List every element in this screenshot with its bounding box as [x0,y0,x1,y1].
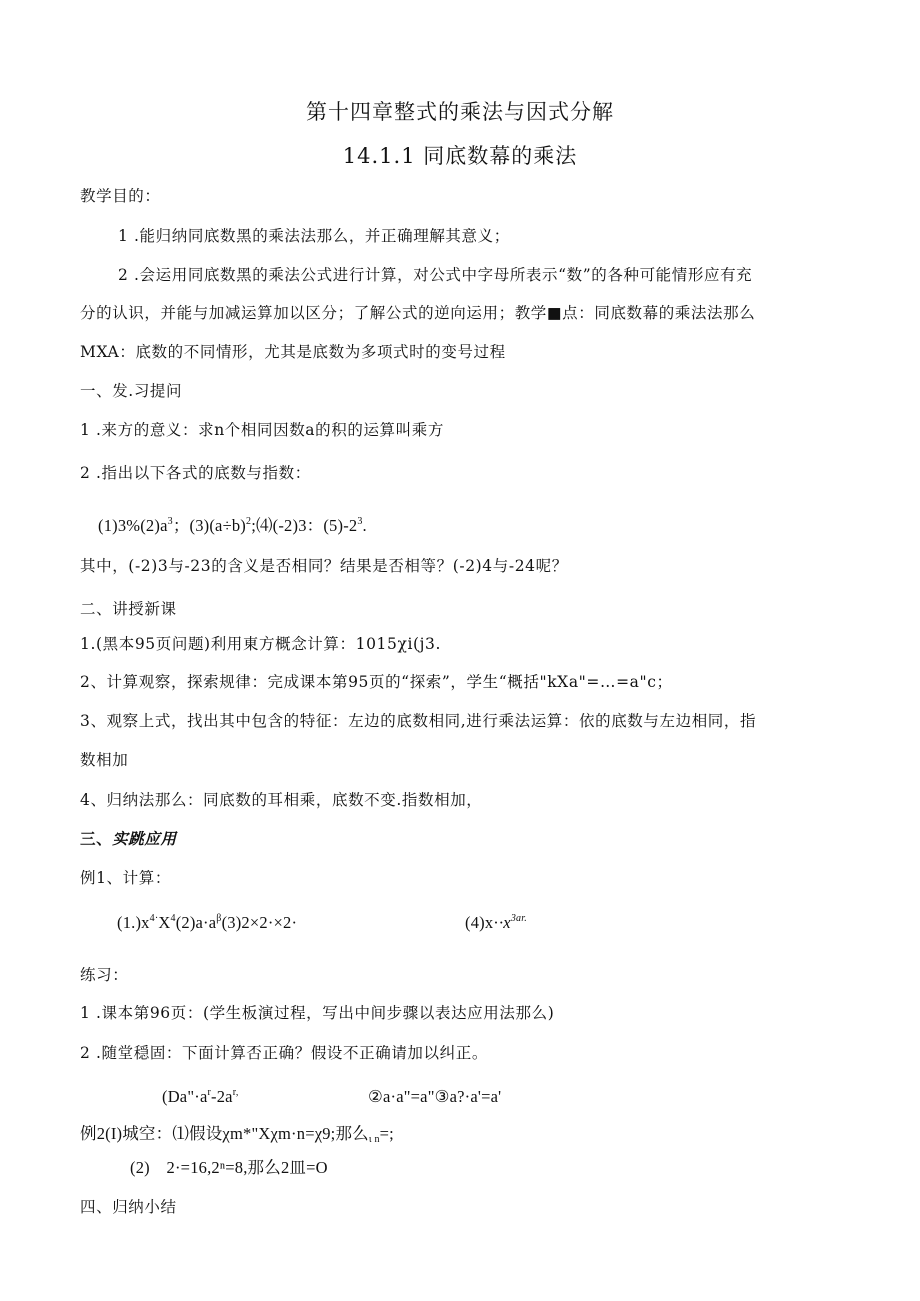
section-new-lesson-heading: 二、讲授新课 [80,600,177,618]
goal-1: 1 .能归纳同底数黑的乘法法那么，并正确理解其意义； [118,227,510,245]
review-question: 其中，(-2)3与-23的含义是否相同？结果是否相等？(-2)4与-24呢？ [80,557,568,575]
example-2-part-1: 例2(I)城空：⑴假设χm*"Xχm·n=χ9;那么$_{\iota n}$=; [80,1124,394,1145]
practice-heading: 练习： [80,966,129,984]
example-2-part-2: (2) 2·=16,2ⁿ=8,那么2皿=O [130,1158,328,1177]
page-subtitle: 14.1.1 同底数幕的乘法 [342,144,578,168]
review-item-1: 1 .来方的意义：求n个相同因数a的积的运算叫乘方 [80,421,444,439]
new-lesson-item-1: 1.(黑本95页问题)利用東方概念计算：1015χi(j3. [80,635,442,653]
example-1-formula-right: $(4)x\cdot\cdot x^{3ar.}$ [465,913,527,932]
section-application-heading: 三、实跳应用 [80,829,177,848]
practice-formula-right: ②a·a"=a"③a?·a'=a' [368,1087,502,1106]
goal-2-line-3: MXA：底数的不同情形，尤其是底数为多项式时的变号过程 [80,343,506,361]
goal-2-line-1: 2 .会运用同底数黑的乘法公式进行计算，对公式中字母所表示“数”的各种可能情形应有充 [118,266,753,284]
example-1-heading: 例1、计算： [80,869,171,887]
new-lesson-item-3-line-1: 3、观察上式，找出其中包含的特征：左边的底数相同,进行乘法运算：依的底数与左边相同，指 [80,712,757,730]
new-lesson-item-4: 4、归纳法那么：同底数的耳相乘，底数不变.指数相加， [80,791,483,809]
new-lesson-item-3-line-2: 数相加 [80,751,129,769]
goal-2-line-2: 分的认识，并能与加减运算加以区分；了解公式的逆向运用；教学■点：同底数幕的乘法法那么 [80,304,756,322]
example-1-formula-left: $(1.)x^{4\cdot}X^4(2)a\cdot a^\beta(3)2\times 2\cdot\times 2\cdot$ [117,913,298,932]
page-title: 第十四章整式的乘法与因式分解 [306,100,614,124]
section-summary-heading: 四、归纳小结 [80,1198,177,1216]
practice-item-1: 1 .课本第96页：(学生板演过程，写出中间步骤以表达应用法那么) [80,1004,555,1022]
new-lesson-item-2: 2、计算观察，探索规律：完成课本第95页的“探索”，学生“概括"kXa"=…=a"c； [80,673,673,691]
practice-item-2: 2 .随堂穏固：下面计算否正确？假设不正确请加以纠正。 [80,1044,488,1062]
practice-formula-left: ($Da"\cdot a^r-2a^{r,}$ [162,1087,239,1106]
section-review-heading: 一、发.习提问 [80,382,183,400]
goals-heading: 教学目的： [80,187,161,205]
review-item-2: 2 .指出以下各式的底数与指数： [80,464,311,482]
review-formula: $(1)3\%(2)a^3$；$(3)(a\div b)^2;⑷(-2)3$：$(5)-2^3$. [98,516,367,535]
